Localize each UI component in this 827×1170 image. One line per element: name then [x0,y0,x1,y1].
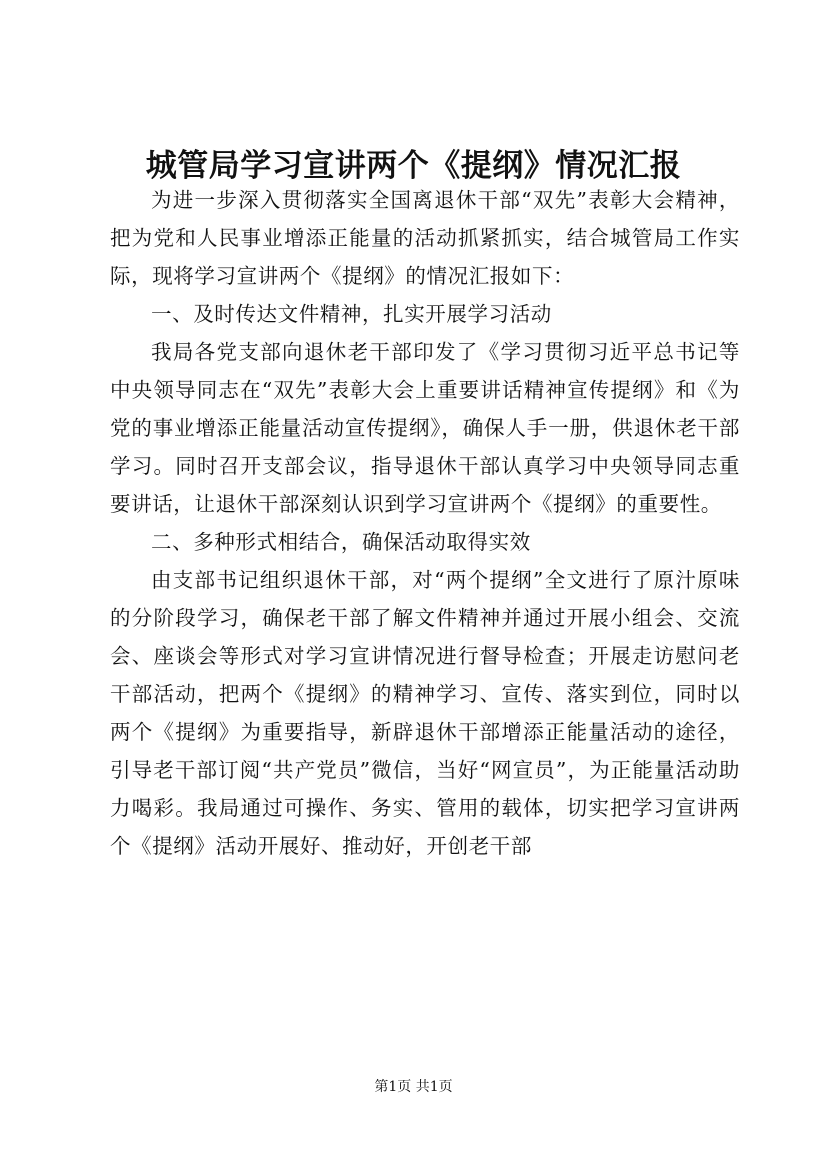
section-1-paragraph: 我局各党支部向退休老干部印发了《学习贯彻习近平总书记等中央领导同志在“双先”表彰大会上重要讲话精神宣传提纲》和《为党的事业增添正能量活动宣传提纲》，确保人手一册，供退休老干部学习。同时召开支部会议，指导退休干部认真学习中央领导同志重要讲话，让退休干部深刻认识到学习宣讲两个《提纲》的重要性。 [110,340,740,516]
page-footer: 第1页 共1页 [374,1079,453,1095]
document-body [110,181,740,865]
section-2-paragraph: 由支部书记组织退休干部，对“两个提纲”全文进行了原汁原味的分阶段学习，确保老干部了解文件精神并通过开展小组会、交流会、座谈会等形式对学习宣讲情况进行督导检查；开展走访慰问老干部活动，把两个《提纲》的精神学习、宣传、落实到位，同时以两个《提纲》为重要指导，新辟退休干部增添正能量活动的途径，引导老干部订阅“共产党员”微信，当好“网宣员”，为正能量活动助力喝彩。我局通过可操作、务实、管用的载体，切实把学习宣讲两个《提纲》活动开展好、推动好，开创老干部 [110,568,740,858]
document-title: 城管局学习宣讲两个《提纲》情况汇报 [145,148,682,184]
intro-paragraph: 为进一步深入贯彻落实全国离退休干部“双先”表彰大会精神，把为党和人民事业增添正能量的活动抓紧抓实，结合城管局工作实际，现将学习宣讲两个《提纲》的情况汇报如下： [110,188,740,288]
section-heading-1: 一、及时传达文件精神，扎实开展学习活动 [151,302,552,326]
section-heading-2: 二、多种形式相结合，确保活动取得实效 [151,530,531,554]
